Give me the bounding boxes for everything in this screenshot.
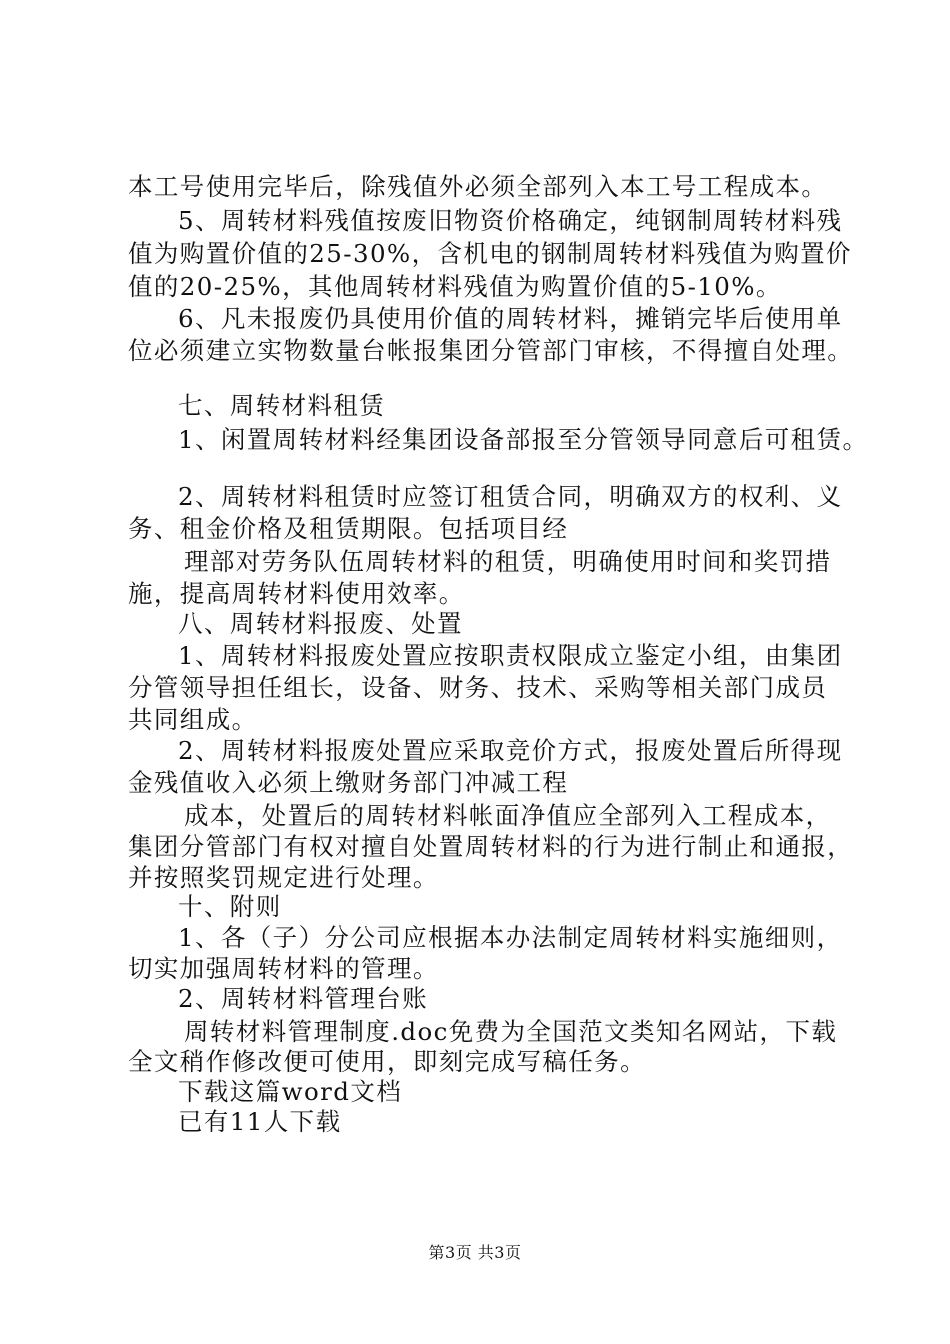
paragraph-line: 全文稍作修改便可使用，即刻完成写稿任务。 (128, 1047, 646, 1076)
paragraph-line: 1、闲置周转材料经集团设备部报至分管领导同意后可租赁。 (178, 425, 869, 454)
paragraph-line: 1、周转材料报废处置应按职责权限成立鉴定小组，由集团 (178, 641, 843, 670)
paragraph-line: 并按照奖罚规定进行处理。 (128, 863, 439, 892)
paragraph-line: 共同组成。 (128, 705, 258, 734)
page-footer: 第3页 共3页 (428, 1243, 522, 1262)
paragraph-line: 分管领导担任组长，设备、财务、技术、采购等相关部门成员 (128, 673, 828, 702)
paragraph-line: 2、周转材料报废处置应采取竞价方式，报废处置后所得现 (178, 736, 843, 765)
paragraph-line: 1、各（子）分公司应根据本办法制定周转材料实施细则， (178, 923, 843, 952)
paragraph-line: 理部对劳务队伍周转材料的租赁，明确使用时间和奖罚措 (184, 547, 832, 576)
paragraph-line: 切实加强周转材料的管理。 (128, 954, 439, 983)
paragraph-line: 5、周转材料残值按废旧物资价格确定，纯钢制周转材料残 (178, 206, 843, 235)
paragraph-line: 集团分管部门有权对擅自处置周转材料的行为进行制止和通报， (128, 832, 854, 861)
paragraph-line: 本工号使用完毕后，除残值外必须全部列入本工号工程成本。 (128, 172, 828, 201)
section-heading: 八、周转材料报废、处置 (178, 609, 463, 638)
paragraph-line: 位必须建立实物数量台帐报集团分管部门审核，不得擅自处理。 (128, 336, 854, 365)
download-link[interactable]: 下载这篇word文档 (178, 1077, 403, 1106)
paragraph-line: 值的20-25%，其他周转材料残值为购置价值的5-10%。 (128, 272, 782, 301)
paragraph-line: 2、周转材料租赁时应签订租赁合同，明确双方的权利、义 (178, 482, 843, 511)
paragraph-line: 成本，处置后的周转材料帐面净值应全部列入工程成本， (184, 801, 832, 830)
paragraph-line: 施，提高周转材料使用效率。 (128, 579, 465, 608)
download-count: 已有11人下载 (178, 1107, 342, 1136)
paragraph-line: 周转材料管理制度.doc免费为全国范文类知名网站，下载 (184, 1017, 838, 1046)
section-heading: 十、附则 (178, 892, 282, 921)
paragraph-line: 务、租金价格及租赁期限。包括项目经 (128, 514, 569, 543)
paragraph-line: 2、周转材料管理台账 (178, 984, 429, 1013)
paragraph-line: 金残值收入必须上缴财务部门冲减工程 (128, 768, 569, 797)
section-heading: 七、周转材料租赁 (178, 391, 386, 420)
paragraph-line: 值为购置价值的25-30%，含机电的钢制周转材料残值为购置价 (128, 239, 852, 268)
paragraph-line: 6、凡未报废仍具使用价值的周转材料，摊销完毕后使用单 (178, 304, 843, 333)
